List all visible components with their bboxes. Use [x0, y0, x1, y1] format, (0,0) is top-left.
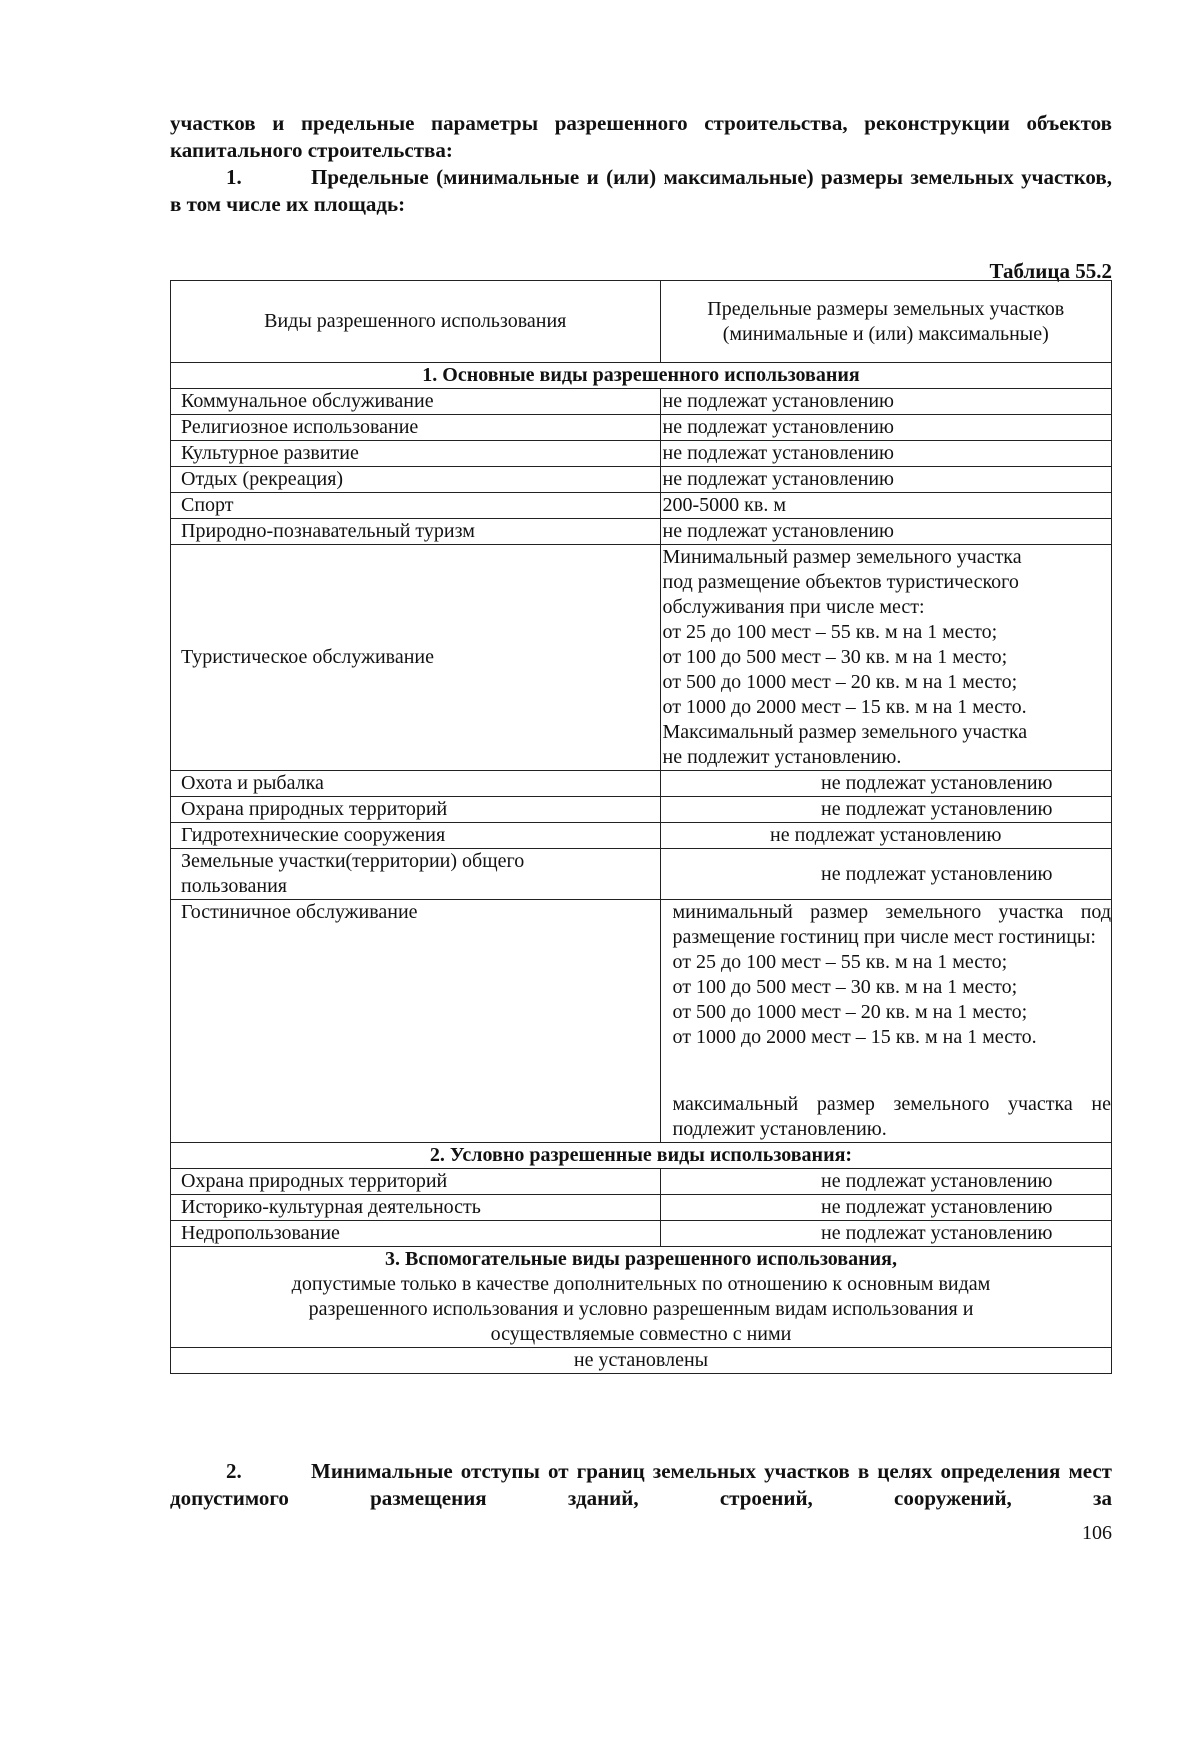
size-value: не подлежат установлению	[660, 415, 1112, 441]
table-row	[171, 519, 1112, 545]
hotel-max-text: максимальный размер земельного участка не подлежит установлению.	[672, 1093, 1111, 1140]
table-row	[171, 493, 1112, 519]
size-value-text: не подлежат установлению	[821, 862, 1053, 885]
hotel-ranges: от 25 до 100 мест – 55 кв. м на 1 место; от 100 до 500 мест – 30 кв. м на 1 место; от 500 до 1000 мест – 20 кв. м на 1 место; от 1000 до 2000 мест – 15 кв. м на 1 место.	[672, 951, 1037, 1048]
use-name: Культурное развитие	[171, 441, 661, 467]
use-name: Земельные участки(территории) общего пользования	[171, 849, 661, 900]
hotel-spacer	[673, 1050, 1112, 1092]
section-2-title: 2. Условно разрешенные виды использования:	[171, 1143, 1112, 1169]
page-number: 106	[1082, 1522, 1112, 1544]
col2-header: Предельные размеры земельных участков (минимальные и (или) максимальные)	[660, 281, 1112, 363]
section-1-title: 1. Основные виды разрешенного использования	[171, 363, 1112, 389]
size-value: не подлежат установлению	[660, 467, 1112, 493]
size-value-text: не подлежат установлению	[821, 1170, 1053, 1192]
table-row	[171, 389, 1112, 415]
item-1-number: 1.	[226, 165, 242, 189]
section-3-title: 3. Вспомогательные виды разрешенного использования,	[385, 1248, 897, 1270]
table-row	[171, 1169, 1112, 1195]
use-name: Охрана природных территорий	[171, 1169, 661, 1195]
land-use-table	[170, 280, 1112, 1374]
use-name: Охота и рыбалка	[171, 771, 661, 797]
table-row	[171, 771, 1112, 797]
section-3-cell	[171, 1247, 1112, 1348]
section-3-value: не установлены	[171, 1348, 1112, 1374]
use-name: Туристическое обслуживание	[171, 545, 661, 771]
use-name: Отдых (рекреация)	[171, 467, 661, 493]
item-1-text: Предельные (минимальные и (или) максимальные) размеры земельных участков, в том числе их площадь:	[170, 165, 1112, 216]
size-value: Минимальный размер земельного участка под размещение объектов туристического обслуживания при числе мест: от 25 до 100 мест – 55 кв. м на 1 место; от 100 до 500 мест – 30 кв. м на 1 место; от 500 до 1000 мест – 20 кв. м на 1 место; от 1000 до 2000 мест – 15 кв. м на 1 место. Максимальный размер земельного участка не подлежит установлению.	[660, 545, 1112, 771]
size-value-text: не подлежат установлению	[821, 798, 1053, 820]
use-name: Религиозное использование	[171, 415, 661, 441]
use-name: Природно-познавательный туризм	[171, 519, 661, 545]
size-value-text: не подлежат установлению	[821, 1196, 1053, 1218]
item-1-paragraph	[170, 164, 1112, 218]
size-value	[660, 1195, 1112, 1221]
size-value	[660, 1221, 1112, 1247]
size-value	[660, 797, 1112, 823]
size-value	[660, 771, 1112, 797]
table-row	[171, 441, 1112, 467]
hotel-min-text: минимальный размер земельного участка под размещение гостиниц при числе мест гостиницы:	[672, 901, 1111, 948]
item-2-paragraph	[170, 1458, 1112, 1512]
use-name: Недропользование	[171, 1221, 661, 1247]
col1-header: Виды разрешенного использования	[171, 281, 661, 363]
use-name: Коммунальное обслуживание	[171, 389, 661, 415]
intro-paragraph: участков и предельные параметры разрешенного строительства, реконструкции объектов капитального строительства:	[170, 111, 1112, 162]
table-row	[171, 823, 1112, 849]
size-value: не подлежат установлению	[660, 519, 1112, 545]
use-name: Гидротехнические сооружения	[171, 823, 661, 849]
use-name: Историко-культурная деятельность	[171, 1195, 661, 1221]
use-name: Гостиничное обслуживание	[171, 900, 661, 1143]
section-3-value-row	[171, 1348, 1112, 1374]
size-value	[660, 849, 1112, 900]
size-value	[660, 1169, 1112, 1195]
table-header-row	[171, 281, 1112, 363]
table-row-hotel	[171, 900, 1112, 1143]
table-row	[171, 1221, 1112, 1247]
section-3-note: допустимые только в качестве дополнительных по отношению к основным видам разрешенного использования и условно разрешенным видам использования и осуществляемые совместно с ними	[291, 1273, 991, 1345]
use-name: Охрана природных территорий	[171, 797, 661, 823]
table-caption: Таблица 55.2	[989, 259, 1112, 283]
size-value: не подлежат установлению	[660, 441, 1112, 467]
table-row	[171, 849, 1112, 900]
document-page	[170, 110, 1112, 1544]
size-value-text: не подлежат установлению	[821, 772, 1053, 794]
table-row	[171, 467, 1112, 493]
table-row	[171, 415, 1112, 441]
size-value: 200-5000 кв. м	[660, 493, 1112, 519]
table-row-tourist	[171, 545, 1112, 771]
section-2-row	[171, 1143, 1112, 1169]
item-2-text: Минимальные отступы от границ земельных участков в целях определения мест допустимого размещения зданий, строений, сооружений, за	[170, 1459, 1112, 1510]
size-value: не подлежат установлению	[660, 389, 1112, 415]
use-name: Спорт	[171, 493, 661, 519]
section-3-row	[171, 1247, 1112, 1348]
item-2-number: 2.	[226, 1459, 242, 1483]
table-row	[171, 1195, 1112, 1221]
item-2-block	[170, 1458, 1112, 1512]
table-row	[171, 797, 1112, 823]
section-1-row	[171, 363, 1112, 389]
size-value: не подлежат установлению	[660, 823, 1112, 849]
size-value-text: не подлежат установлению	[821, 1222, 1053, 1244]
size-value	[660, 900, 1112, 1143]
